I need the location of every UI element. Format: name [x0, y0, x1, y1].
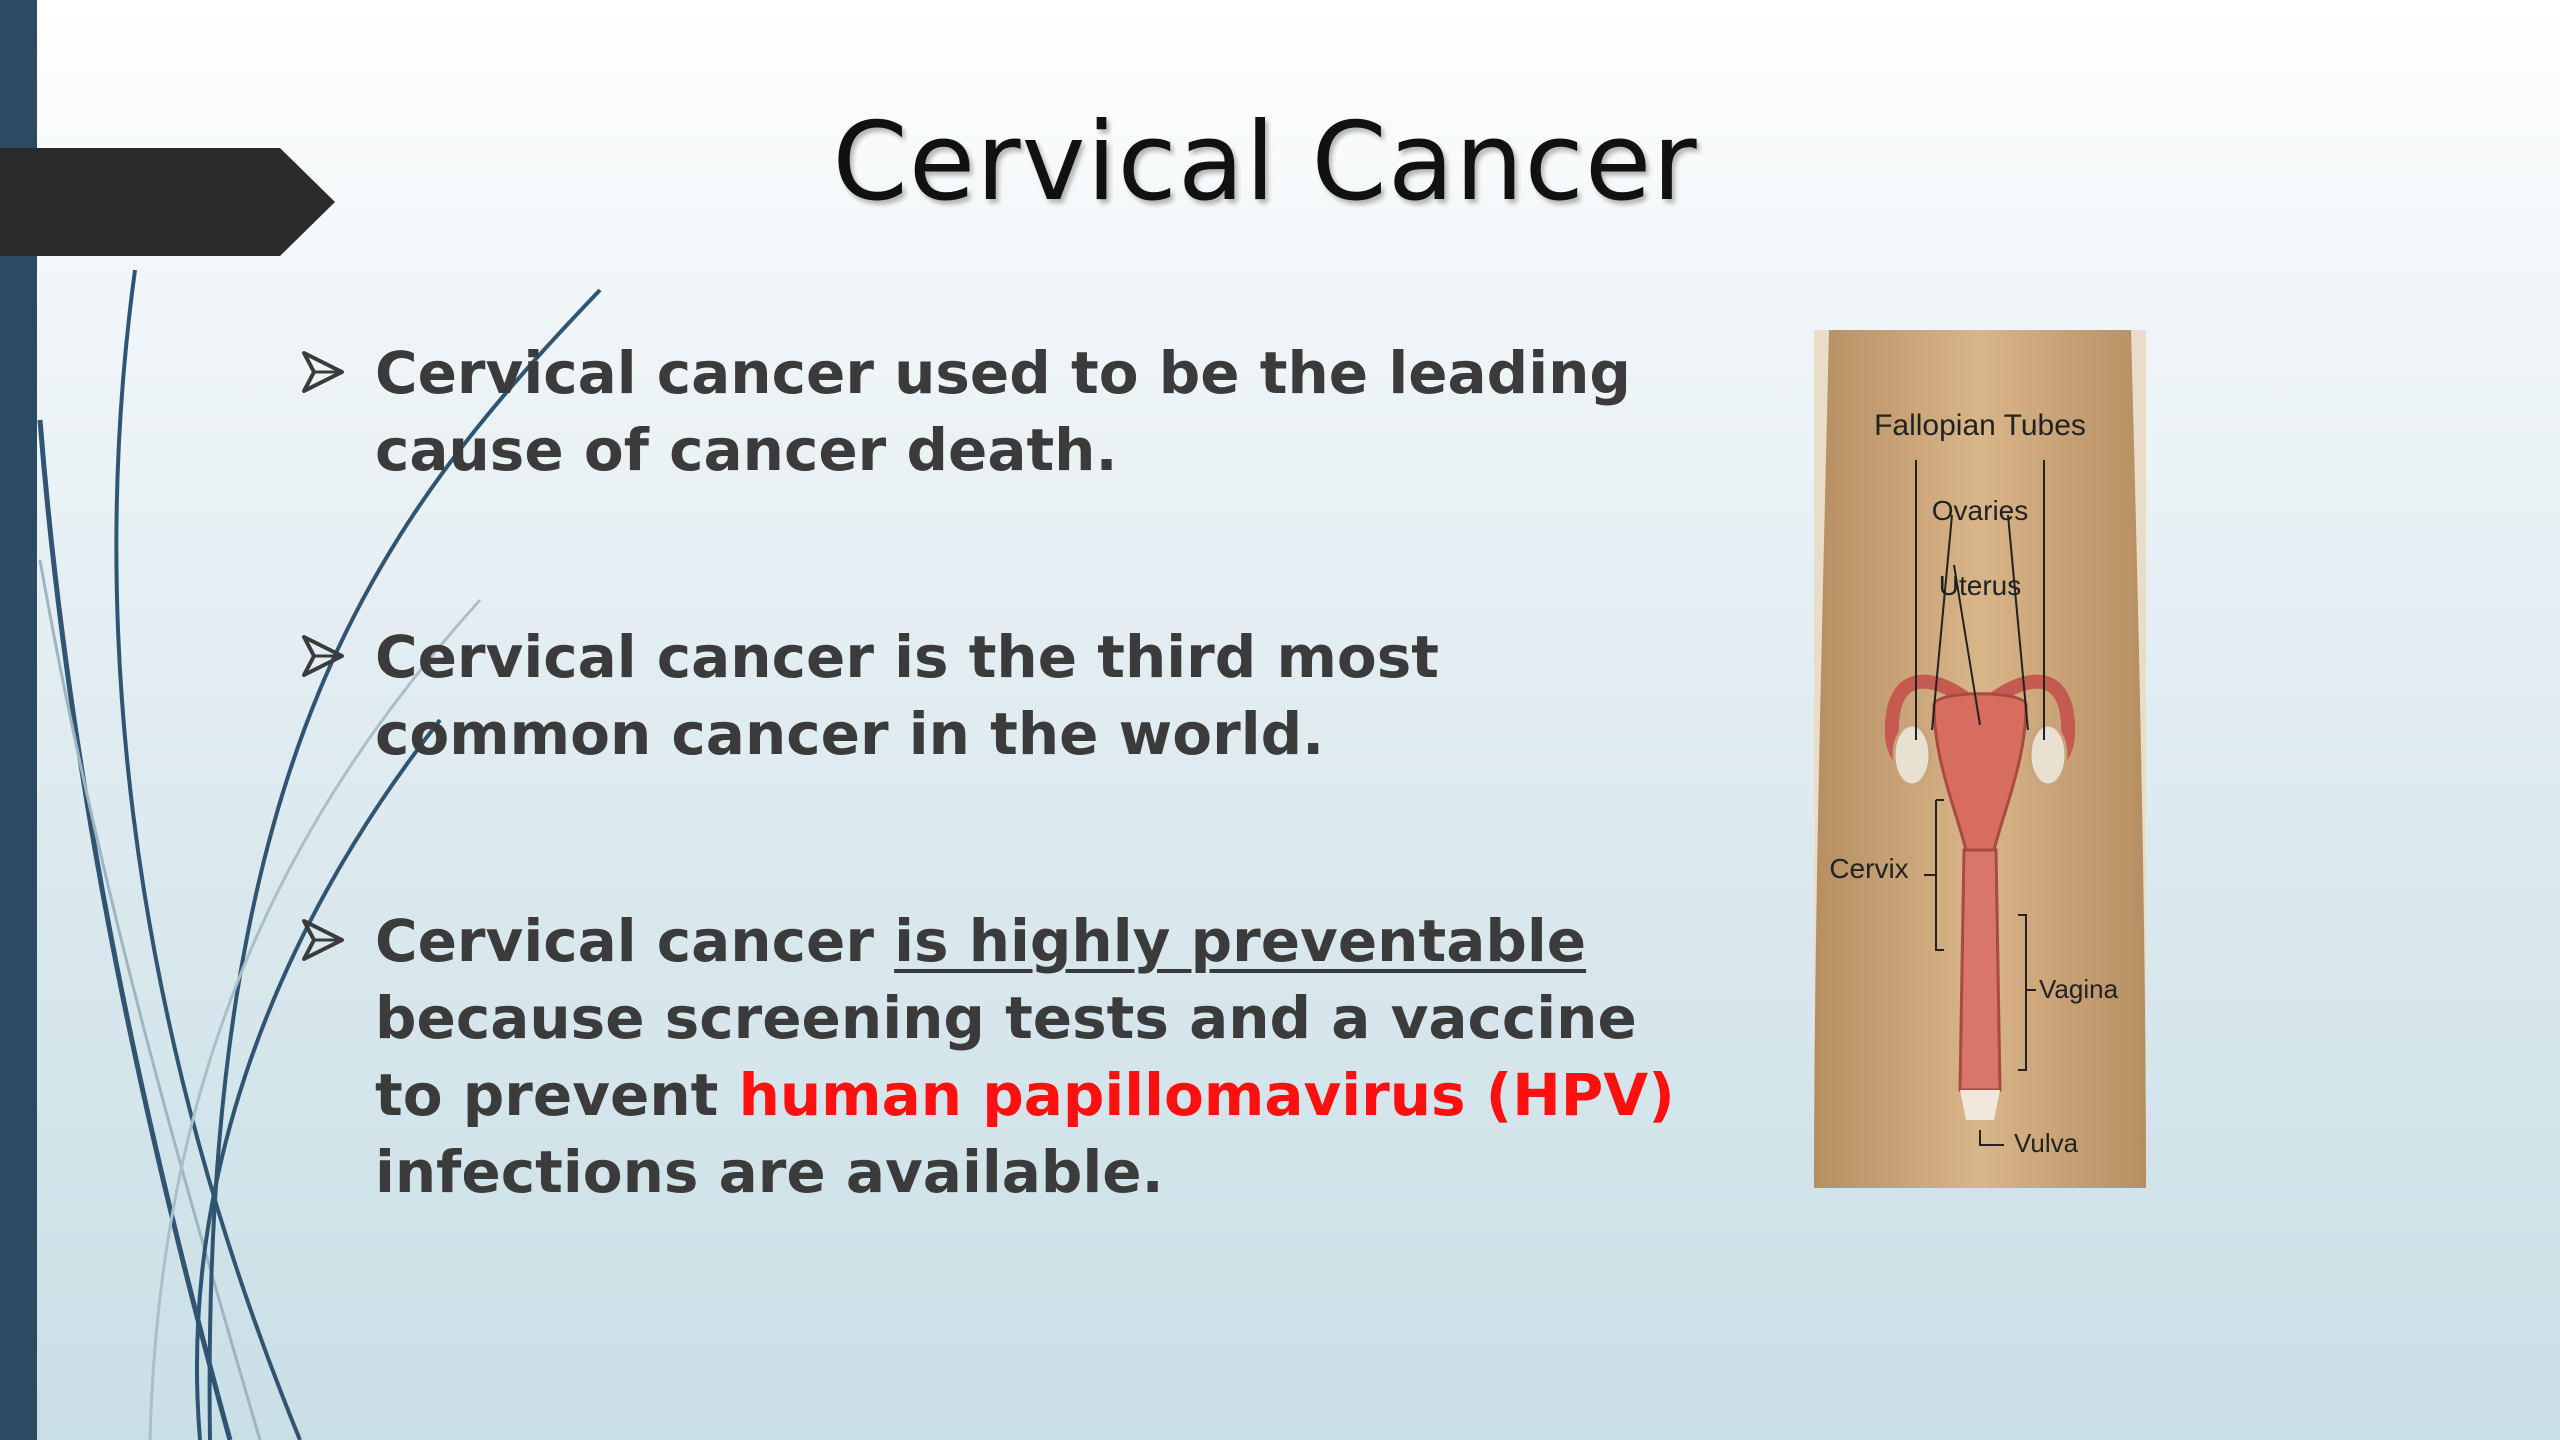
bullet-list: [300, 335, 1700, 1211]
label-cervix: Cervix: [1829, 853, 1909, 884]
bullet-text-part: infections are available.: [375, 1138, 1164, 1206]
arrow-bullet-icon: [300, 349, 346, 395]
bullet-text: Cervical cancer is the third most common cancer in the world.: [375, 623, 1439, 768]
underlined-text: is highly preventable: [894, 907, 1587, 975]
bullet-text-part: because screening tests and a vaccine to prevent: [375, 984, 1637, 1129]
label-ovaries: Ovaries: [1931, 495, 2029, 526]
bullet-item: [300, 335, 1700, 489]
arrow-bullet-icon: [300, 917, 346, 963]
label-vulva: Vulva: [2014, 1128, 2079, 1158]
label-uterus: Uterus: [1938, 570, 2022, 601]
bullet-item: [300, 903, 1700, 1211]
label-fallopian-tubes: Fallopian Tubes: [1874, 409, 2086, 442]
bullet-item: [300, 619, 1700, 773]
arrow-bullet-icon: [300, 633, 346, 679]
highlighted-text: human papillomavirus (HPV): [738, 1061, 1675, 1129]
slide-title: Cervical Cancer: [832, 100, 1698, 225]
bullet-text: Cervical cancer used to be the leading cause of cancer death.: [375, 339, 1631, 484]
label-vagina: Vagina: [2039, 974, 2119, 1004]
bullet-text-part: Cervical cancer: [375, 907, 895, 975]
reproductive-anatomy-diagram: [1814, 330, 2146, 1188]
